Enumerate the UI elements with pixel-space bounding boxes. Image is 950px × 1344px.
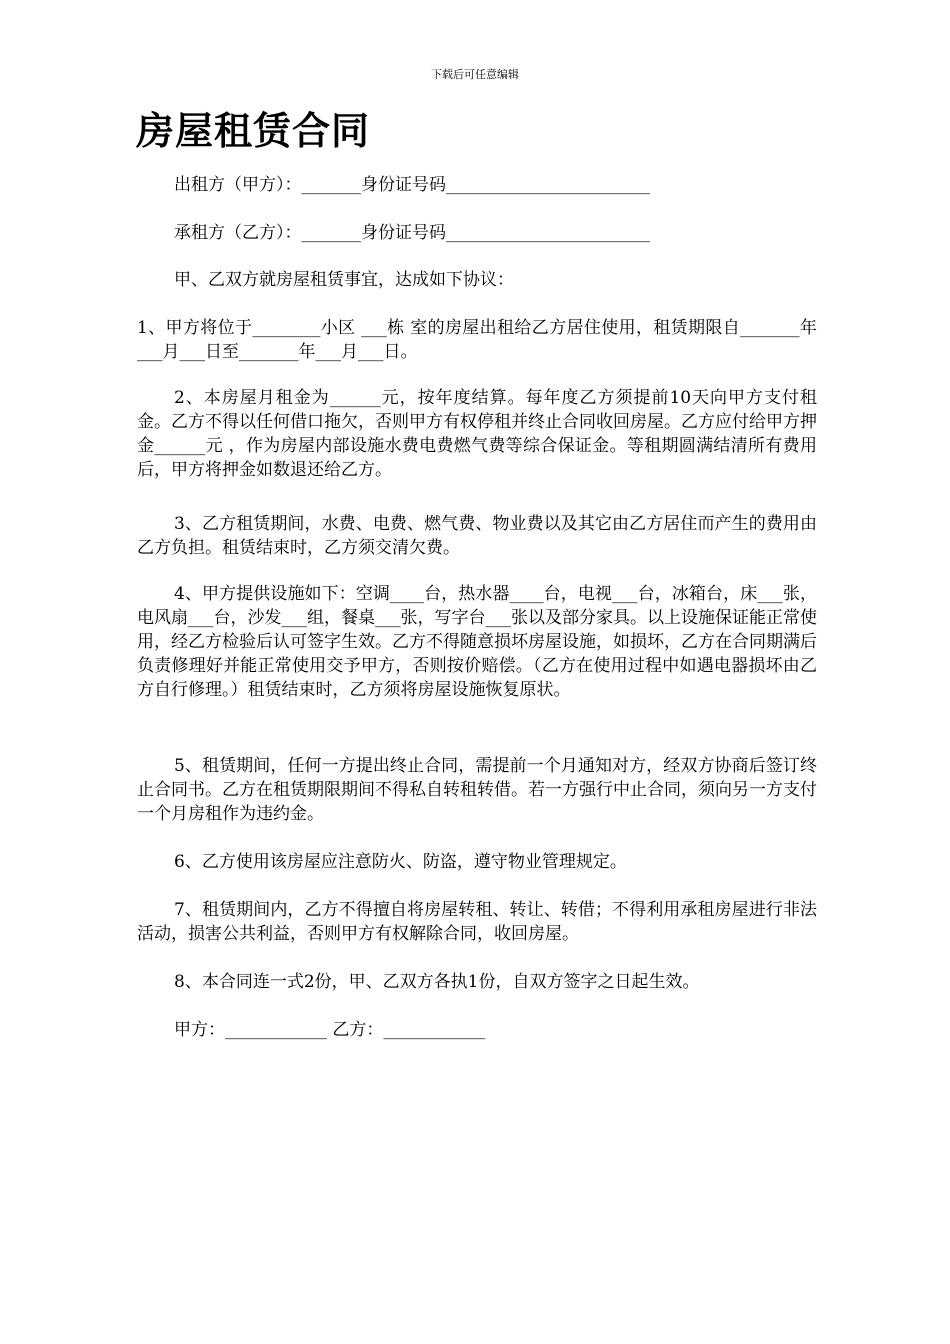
clause-2: 2、本房屋月租金为______元，按年度结算。每年度乙方须提前10天向甲方支付租金。乙方不得以任何借口拖欠，否则甲方有权停租并终止合同收回房屋。乙方应付给甲方押金______元 ，作为房屋内部设施水费电费燃气费等综合保证金。等租期圆满结清所有费用后，甲方将押金如数退还给乙方。 — [137, 388, 817, 480]
clause-3: 3、乙方租赁期间，水费、电费、燃气费、物业费以及其它由乙方居住而产生的费用由乙方负担。租赁结束时，乙方须交清欠费。 — [137, 514, 817, 558]
clause-4: 4、甲方提供设施如下：空调____台，热水器____台，电视___台，冰箱台，床___张，电风扇___台，沙发___组，餐桌___张，写字台___张以及部分家具。以上设施保证能正常使用，经乙方检验后认可签字生效。乙方不得随意损坏房屋设施，如损坏，乙方在合同期满后负责修理好并能正常使用交予甲方，否则按价赔偿。（乙方在使用过程中如遇电器损坏由乙方自行修理。）租赁结束时，乙方须将房屋设施恢复原状。 — [137, 584, 817, 700]
intro-line: 甲、乙双方就房屋租赁事宜，达成如下协议： — [174, 270, 514, 290]
party-b-line: 承租方（乙方）：_______身份证号码________________________ — [174, 223, 650, 243]
clause-8: 8、本合同连一式2份，甲、乙双方各执1份，自双方签字之日起生效。 — [174, 972, 700, 992]
document-title: 房屋租赁合同 — [136, 109, 371, 153]
signature-line: 甲方：____________ 乙方：____________ — [174, 1020, 486, 1040]
header-note: 下载后可任意编辑 — [431, 68, 519, 81]
clause-7: 7、租赁期间内，乙方不得擅自将房屋转租、转让、转借；不得利用承租房屋进行非法活动，损害公共利益，否则甲方有权解除合同，收回房屋。 — [137, 900, 817, 944]
clause-5: 5、租赁期间，任何一方提出终止合同，需提前一个月通知对方，经双方协商后签订终止合同书。乙方在租赁期限期间不得私自转租转借。若一方强行中止合同，须向另一方支付一个月房租作为违约金。 — [137, 756, 817, 824]
clause-6: 6、乙方使用该房屋应注意防火、防盗，遵守物业管理规定。 — [174, 852, 627, 872]
party-a-line: 出租方（甲方）：_______身份证号码________________________ — [174, 175, 650, 195]
clause-1: 1、甲方将位于________小区 ___栋 室的房屋出租给乙方居住使用，租赁期限自_______年___月___日至_______年___月___日。 — [137, 318, 817, 362]
